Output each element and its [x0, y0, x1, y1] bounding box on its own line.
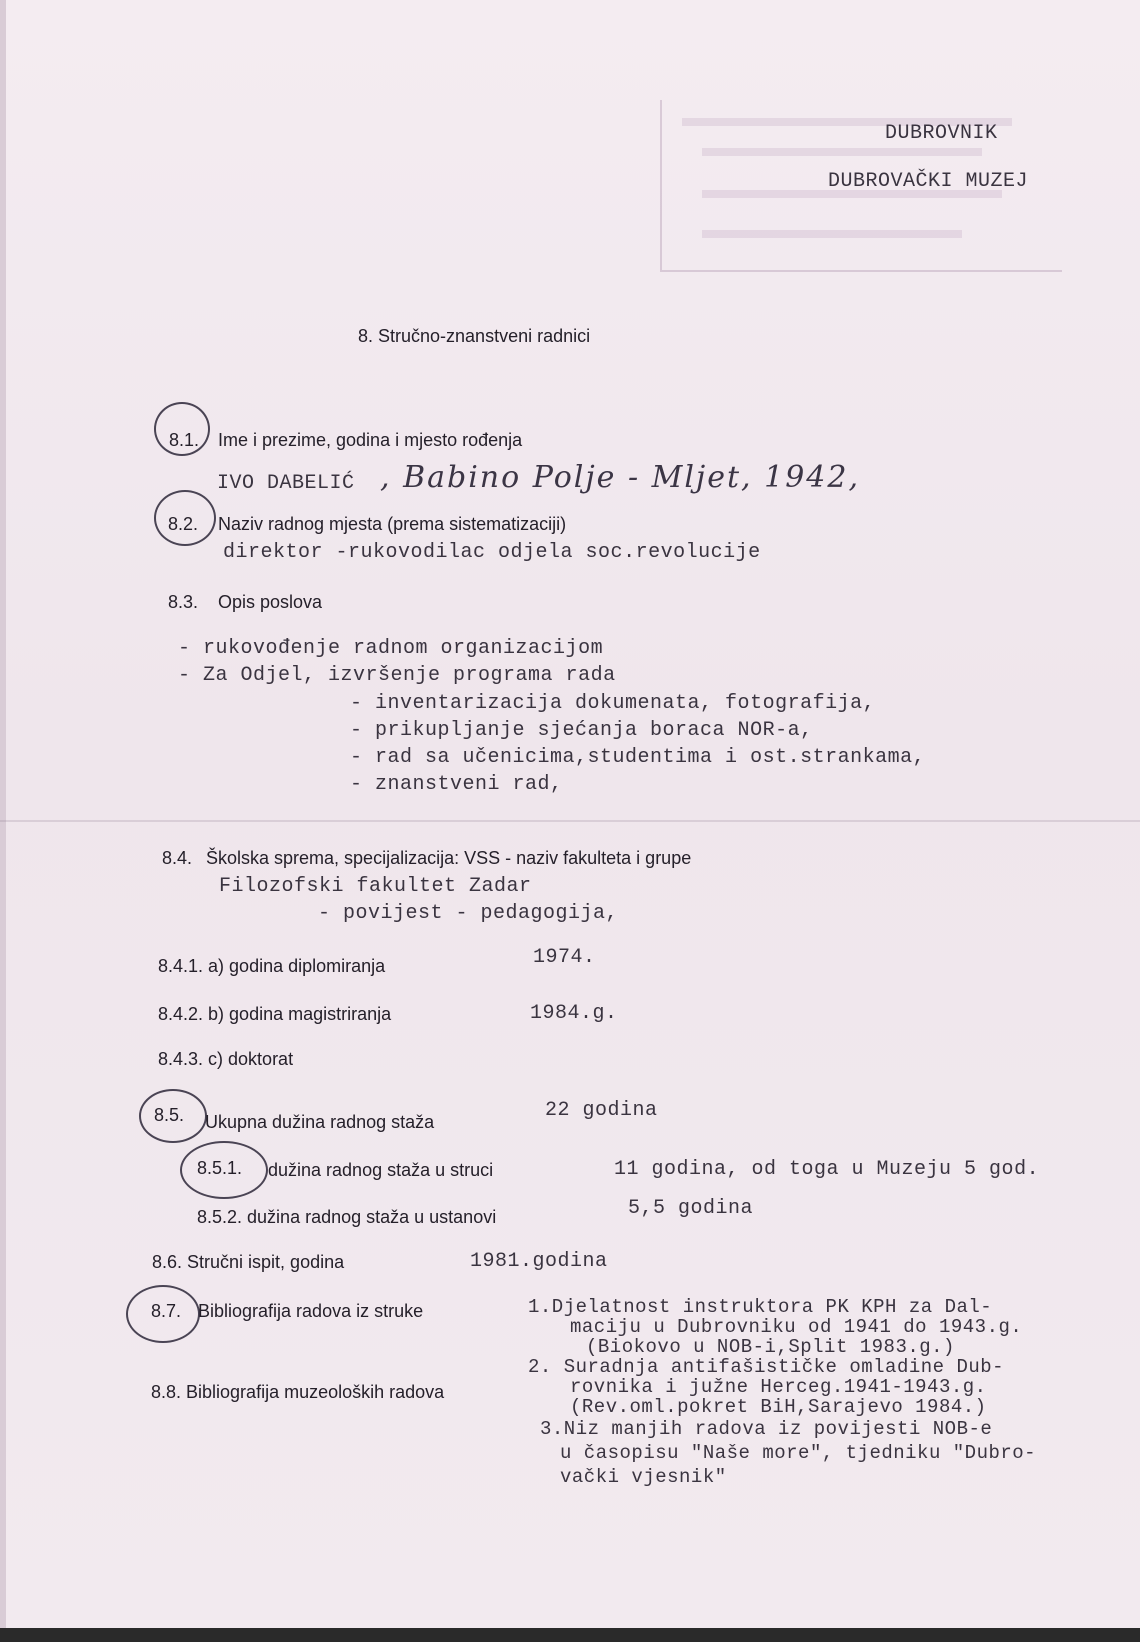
bibliography-line: maciju u Dubrovniku od 1941 do 1943.g. [570, 1316, 1023, 1338]
list-subitem: - prikupljanje sjećanja boraca NOR-a, [350, 719, 813, 742]
field-label: 8.4.1. a) godina diplomiranja [158, 956, 386, 976]
bibliography-line: 2. Suradnja antifašističke omladine Dub- [528, 1356, 1005, 1378]
field-value: 22 godina [545, 1099, 658, 1122]
field-label: dužina radnog staža u struci [268, 1160, 494, 1180]
bibliography-line: 3.Niz manjih radova iz povijesti NOB-e [540, 1418, 993, 1440]
scan-edge [0, 1628, 1140, 1642]
bibliography-line: u časopisu "Naše more", tjedniku "Dubro- [560, 1442, 1037, 1464]
field-value: 1984.g. [530, 1002, 618, 1025]
faculty-name: Filozofski fakultet Zadar [219, 875, 532, 898]
field-number: 8.1. [169, 430, 200, 450]
field-label: Naziv radnog mjesta (prema sistematizaciji) [218, 514, 567, 534]
bibliography-line: vački vjesnik" [560, 1466, 727, 1488]
field-value: 11 godina, od toga u Muzeju 5 god. [614, 1158, 1040, 1181]
header-institution: DUBROVAČKI MUZEJ [828, 170, 1029, 193]
field-number: 8.2. [168, 514, 199, 534]
list-item: - Za Odjel, izvršenje programa rada [178, 664, 616, 687]
field-number: 8.5.1. [197, 1158, 243, 1178]
field-number: 8.7. [151, 1301, 182, 1321]
field-label: Bibliografija radova iz struke [198, 1301, 424, 1321]
field-value: 5,5 godina [628, 1197, 754, 1220]
bibliography-line: 1.Djelatnost instruktora PK KPH za Dal- [528, 1296, 993, 1318]
list-item: - rukovođenje radnom organizacijom [178, 637, 604, 660]
paper-fold [0, 820, 1140, 822]
field-label: 8.8. Bibliografija muzeoloških radova [151, 1382, 445, 1402]
field-value: direktor -rukovodilac odjela soc.revolucije [223, 541, 761, 564]
header-city: DUBROVNIK [885, 122, 998, 145]
field-number: 8.3. [168, 592, 199, 612]
bibliography-line: rovnika i južne Herceg.1941-1943.g. [570, 1376, 987, 1398]
field-value: 1974. [533, 946, 596, 969]
bibliography-line: (Rev.oml.pokret BiH,Sarajevo 1984.) [570, 1396, 987, 1418]
field-label: 8.6. Stručni ispit, godina [152, 1252, 345, 1272]
field-label: Školska sprema, specijalizacija: VSS - naziv fakulteta i grupe [206, 848, 692, 868]
list-subitem: - znanstveni rad, [350, 773, 563, 796]
faculty-group: - povijest - pedagogija, [318, 902, 619, 925]
field-label: 8.4.3. c) doktorat [158, 1049, 294, 1069]
field-number: 8.4. [162, 848, 193, 868]
bibliography-line: (Biokovo u NOB-i,Split 1983.g.) [586, 1336, 955, 1358]
field-label: Ime i prezime, godina i mjesto rođenja [218, 430, 523, 450]
field-label: 8.4.2. b) godina magistriranja [158, 1004, 392, 1024]
handwritten-birthplace: , Babino Polje - Mljet, 1942, [380, 460, 860, 495]
section-title: 8. Stručno-znanstveni radnici [358, 326, 591, 346]
person-name: IVO DABELIĆ [217, 472, 355, 495]
field-label: 8.5.2. dužina radnog staža u ustanovi [197, 1207, 497, 1227]
field-label: Opis poslova [218, 592, 323, 612]
list-subitem: - inventarizacija dokumenata, fotografija, [350, 692, 876, 715]
list-subitem: - rad sa učenicima,studentima i ost.strankama, [350, 746, 926, 769]
field-number: 8.5. [154, 1105, 185, 1125]
field-value: 1981.godina [470, 1250, 608, 1273]
field-label: Ukupna dužina radnog staža [205, 1112, 435, 1132]
